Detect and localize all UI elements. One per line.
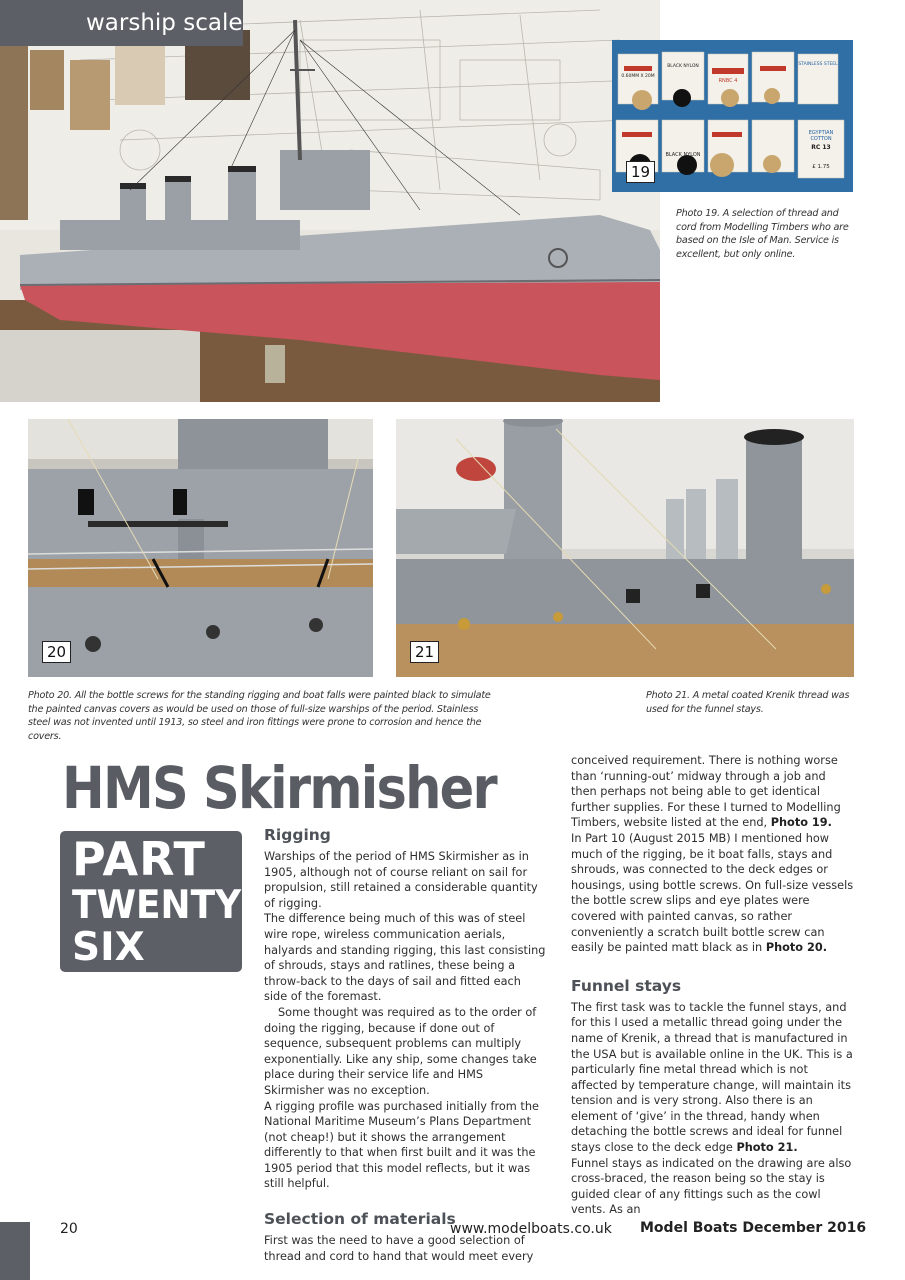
photo-19-label-2: RNBC 4 <box>718 78 738 84</box>
photo-19-caption: Photo 19. A selection of thread and cord from Modelling Timbers who are based on the Isle of Man. Service is excellent, but only online. <box>676 208 849 260</box>
photo-20-caption: Photo 20. All the bottle screws for the standing rigging and boat falls were painted black to simulate the painted canvas covers as would be used on those of full-size warships of the period. Stainless steel was not invented until 1913, so steel and iron fittings were prone to corrosion and hence the covers. <box>28 690 491 742</box>
rigging-heading: Rigging <box>264 826 331 844</box>
part-line-2: TWENTY <box>72 883 242 928</box>
photo-19 <box>612 40 853 192</box>
funnel-paragraph-1 <box>571 1000 855 1156</box>
rigging-paragraph-4: A rigging profile was purchased initially from the National Maritime Museum’s Plans Department (not cheap!) but it shows the arrangement differently to that when first built and it was the 1905 period that this model reflects, but it was still helpful. <box>264 1099 539 1191</box>
main-ship-photo <box>0 0 660 402</box>
part-badge <box>60 831 242 972</box>
footer-accent-bar <box>0 1222 30 1280</box>
photo-19-label-1: BLACK NYLON <box>667 64 699 69</box>
photo-19-label-7: RC 13 <box>811 144 831 151</box>
funnel-paragraph-1-text: The first task was to tackle the funnel stays, and for this I used a metallic thread going under the name of Krenik, a thread that is manufactured in the USA but is available online in the UK. This is a particularly fine metal thread which is not affected by temperature change, will maintain its tension and is very strong. Also there is an element of ‘give’ in the thread, handy when detaching the bottle screws and ideal for funnel stays close to the deck edge <box>571 1000 853 1155</box>
funnel-paragraph-2: Funnel stays as indicated on the drawing are also cross-braced, the reason being so the stay is guided clear of any fittings such as the cowl vents. As an <box>571 1156 852 1217</box>
rigging-paragraph-2: The difference being much of this was of steel wire rope, wireless communication aerials, halyards and standing rigging, this last consisting of shrouds, stays and ratlines, these being a throw-back to the days of sail and fitted each side of the foremast. <box>264 912 546 1004</box>
part-line-1: PART <box>72 832 206 886</box>
photo-19-label-8: £ 1.75 <box>812 164 830 170</box>
photo-20-ref: Photo 20. <box>765 941 828 955</box>
article-title: HMS Skirmisher <box>62 754 496 822</box>
funnel-heading: Funnel stays <box>571 976 682 995</box>
col3-paragraph-1-text: conceived requirement. There is nothing worse than ‘running-out’ midway through a job and then perhaps not being able to get identical further supplies. For these I turned to Modelling Timbers, website listed at the end, <box>571 754 841 830</box>
photo-19-ref: Photo 19. <box>770 816 832 830</box>
col3-paragraph-1 <box>571 753 855 831</box>
photo-19-label-4: STAINLESS STEEL <box>798 62 838 67</box>
photo-19-label-5: BLACK NYLON <box>665 152 701 158</box>
photo-19-label-6: EGYPTIAN COTTON <box>808 130 834 142</box>
part-line-3: SIX <box>72 925 145 970</box>
col3-paragraph-2-text: In Part 10 (August 2015 MB) I mentioned how much of the rigging, be it boat falls, stays and shrouds, was connected to the deck edges or housings, using bottle screws. On full-size vessels the bottle screw slips and eye plates were covered with painted canvas, so rather conveniently a scratch built bottle screw can easily be painted matt black as in <box>571 831 854 955</box>
photo-20-number: 20 <box>42 641 71 663</box>
photo-19-label-3: 0.60MM X 20M <box>621 74 655 79</box>
materials-heading: Selection of materials <box>264 1210 456 1229</box>
photo-21-number: 21 <box>410 641 439 663</box>
photo-21 <box>396 419 854 677</box>
rigging-paragraph-1: Warships of the period of HMS Skirmisher as in 1905, although not of course reliant on sail for propulsion, still retained a considerable quantity of rigging. <box>264 850 538 910</box>
col3-paragraph-2 <box>571 831 855 956</box>
photo-19-number: 19 <box>626 161 655 183</box>
footer-website: www.modelboats.co.uk <box>450 1221 612 1237</box>
footer-magazine: Model Boats December 2016 <box>640 1220 867 1236</box>
article-column-3 <box>571 753 855 1218</box>
section-tag: warship scale <box>0 0 243 46</box>
page-number: 20 <box>60 1221 78 1237</box>
article-column-2 <box>264 824 546 1264</box>
photo-21-caption: Photo 21. A metal coated Krenik thread was used for the funnel stays. <box>646 690 850 715</box>
photo-21-ref: Photo 21. <box>736 1141 798 1155</box>
materials-paragraph-1: First was the need to have a good selection of thread and cord to hand that would meet every <box>264 1234 534 1263</box>
rigging-paragraph-3: Some thought was required as to the order of doing the rigging, because if done out of sequence, subsequent problems can multiply exponentially. Like any ship, some changes take place during their service life and HMS Skirmisher was no exception. <box>264 1005 537 1097</box>
photo-20 <box>28 419 373 677</box>
